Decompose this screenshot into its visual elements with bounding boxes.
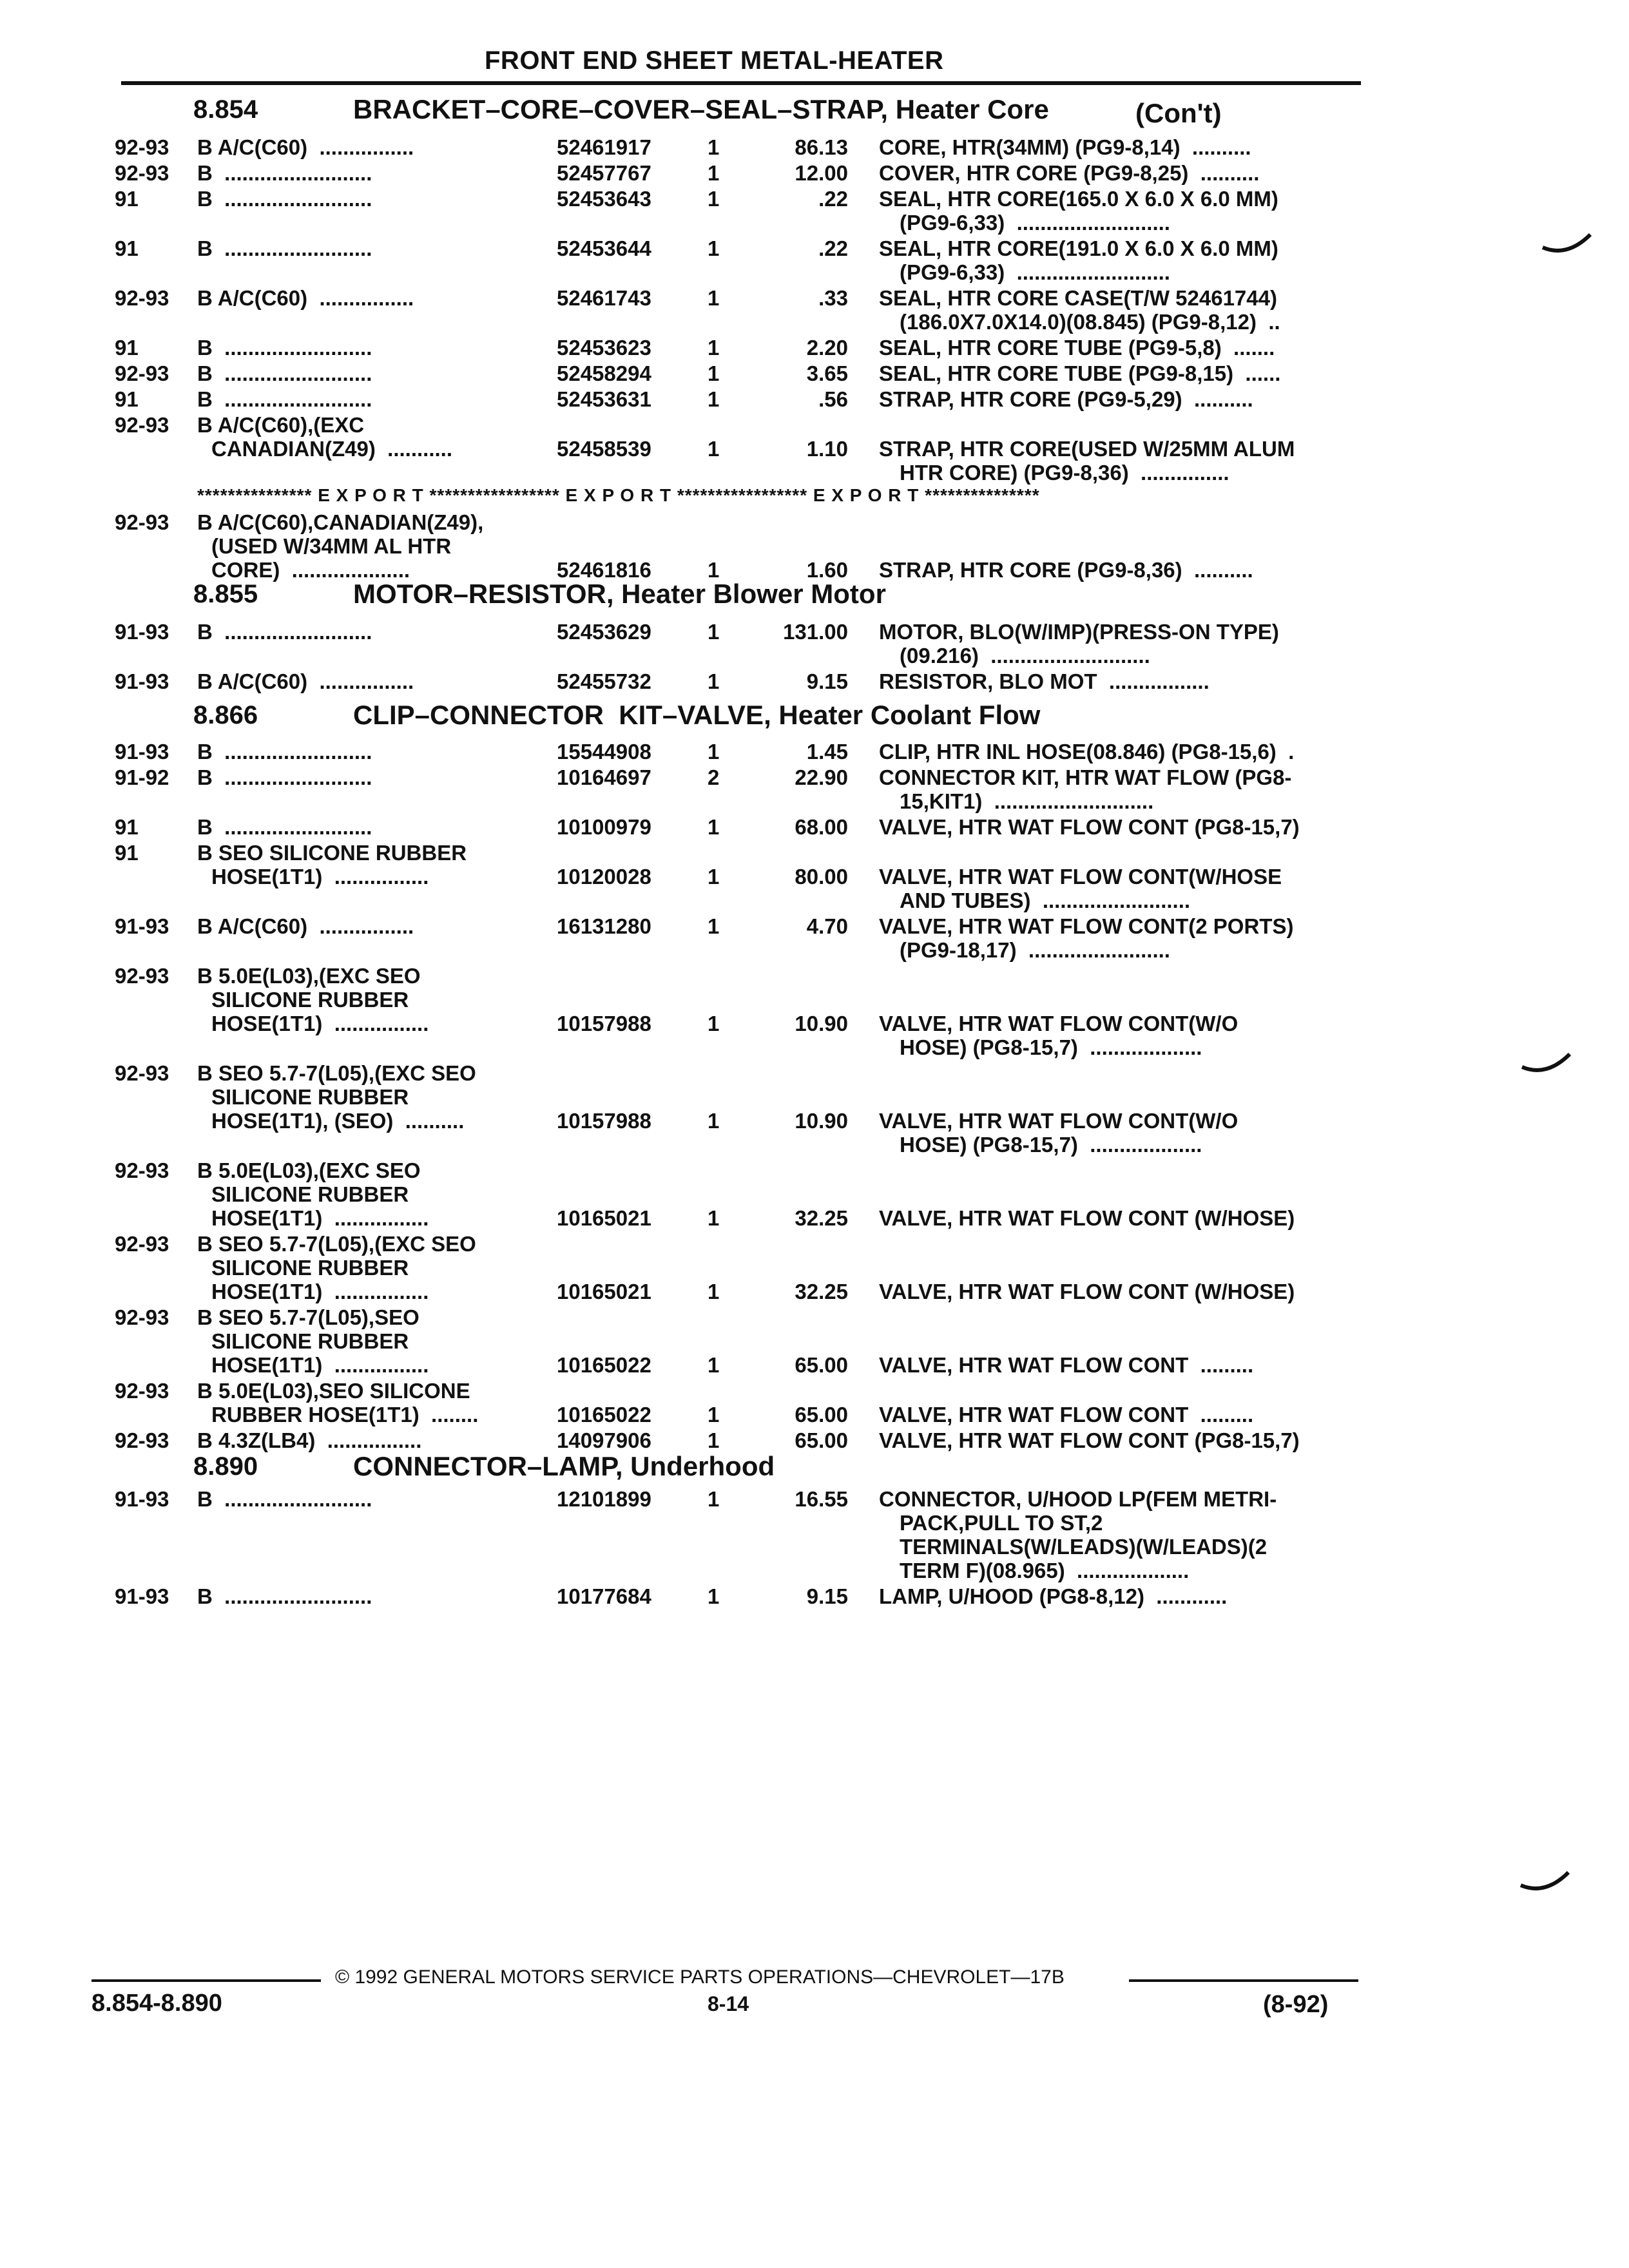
row-price: 2.20 (806, 336, 848, 360)
row-application: B 5.0E(L03),(EXC SEO (197, 1158, 421, 1182)
row-description: (186.0X7.0X14.0)(08.845) (PG9-8,12) .. (900, 310, 1280, 334)
row-years: 92-93 (115, 161, 169, 185)
row-application: B 5.0E(L03),SEO SILICONE (197, 1379, 470, 1403)
row-price: 10.90 (795, 1012, 848, 1035)
row-part-number: 52457767 (557, 161, 651, 185)
row-price: 32.25 (795, 1280, 848, 1303)
row-quantity: 1 (708, 135, 720, 159)
table-row (0, 841, 1629, 912)
row-part-number: 52453643 (557, 187, 651, 211)
footer-range: 8.854-8.890 (92, 1990, 222, 2017)
row-part-number: 52453629 (557, 620, 651, 644)
row-application: B ......................... (197, 740, 372, 764)
row-application: CANADIAN(Z49) ........... (211, 437, 453, 461)
table-row (0, 387, 1629, 411)
row-price: 65.00 (795, 1403, 848, 1427)
row-years: 91 (115, 187, 139, 211)
row-quantity: 1 (708, 669, 720, 693)
row-application: (USED W/34MM AL HTR (211, 534, 452, 558)
row-application: HOSE(1T1) ................ (211, 1206, 429, 1230)
row-years: 91 (115, 236, 139, 260)
row-quantity: 1 (708, 187, 720, 211)
scan-mark-2 (1521, 1050, 1572, 1076)
row-description: TERM F)(08.965) ................... (900, 1559, 1190, 1582)
footer-rule-left (92, 1979, 321, 1982)
row-part-number: 10120028 (557, 865, 651, 889)
row-description: SEAL, HTR CORE(165.0 X 6.0 X 6.0 MM) (879, 187, 1278, 211)
row-application: B SEO 5.7-7(L05),(EXC SEO (197, 1232, 476, 1256)
row-description: HOSE) (PG8-15,7) ................... (900, 1133, 1202, 1157)
row-description: COVER, HTR CORE (PG9-8,25) .......... (879, 161, 1260, 185)
table-row (0, 740, 1629, 764)
row-years: 92-93 (115, 1428, 169, 1452)
section-title: CONNECTOR–LAMP, Underhood (353, 1451, 775, 1481)
scan-mark-3 (1519, 1869, 1571, 1894)
table-row (0, 361, 1629, 385)
row-application: HOSE(1T1), (SEO) .......... (211, 1109, 465, 1133)
row-application: B ......................... (197, 1584, 372, 1608)
row-years: 92-93 (115, 964, 169, 988)
row-years: 92-93 (115, 1061, 169, 1085)
row-description: SEAL, HTR CORE TUBE (PG9-5,8) ....... (879, 336, 1275, 360)
row-application: B ......................... (197, 161, 372, 185)
row-description: SEAL, HTR CORE(191.0 X 6.0 X 6.0 MM) (879, 236, 1278, 260)
header-rule (121, 81, 1361, 85)
row-application: SILICONE RUBBER (211, 1085, 409, 1109)
row-quantity: 1 (708, 1584, 720, 1608)
row-quantity: 1 (708, 620, 720, 644)
row-price: 1.60 (806, 558, 848, 582)
row-years: 92-93 (115, 135, 169, 159)
row-description: VALVE, HTR WAT FLOW CONT ......... (879, 1353, 1254, 1377)
row-years: 91 (115, 387, 139, 411)
row-part-number: 10165021 (557, 1206, 651, 1230)
table-row (0, 620, 1629, 668)
row-application: HOSE(1T1) ................ (211, 1280, 429, 1303)
row-years: 91-93 (115, 914, 169, 938)
row-description: CORE, HTR(34MM) (PG9-8,14) .......... (879, 135, 1251, 159)
row-part-number: 15544908 (557, 740, 651, 764)
table-row (0, 286, 1629, 334)
row-description: LAMP, U/HOOD (PG8-8,12) ............ (879, 1584, 1228, 1608)
row-application: SILICONE RUBBER (211, 988, 409, 1012)
row-part-number: 52461816 (557, 558, 651, 582)
row-application: B SEO 5.7-7(L05),SEO (197, 1305, 419, 1329)
table-row (0, 161, 1629, 185)
row-quantity: 1 (708, 740, 720, 764)
row-part-number: 14097906 (557, 1428, 651, 1452)
row-description: HOSE) (PG8-15,7) ................... (900, 1035, 1202, 1059)
section-title: CLIP–CONNECTOR KIT–VALVE, Heater Coolant Flow (353, 700, 1041, 730)
row-description: VALVE, HTR WAT FLOW CONT (PG8-15,7) (879, 815, 1300, 839)
row-years: 91-93 (115, 1584, 169, 1608)
row-part-number: 10177684 (557, 1584, 651, 1608)
row-part-number: 52455732 (557, 669, 651, 693)
row-quantity: 1 (708, 387, 720, 411)
row-description: VALVE, HTR WAT FLOW CONT(W/O (879, 1012, 1239, 1035)
row-application: RUBBER HOSE(1T1) ........ (211, 1403, 479, 1427)
row-quantity: 1 (708, 161, 720, 185)
row-application: B ......................... (197, 236, 372, 260)
row-description: PACK,PULL TO ST,2 (900, 1511, 1103, 1535)
row-application: CORE) .................... (211, 558, 410, 582)
row-description: SEAL, HTR CORE CASE(T/W 52461744) (879, 286, 1277, 310)
section-number: 8.855 (193, 580, 258, 608)
row-years: 92-93 (115, 1158, 169, 1182)
row-price: 9.15 (806, 1584, 848, 1608)
section-number: 8.866 (193, 701, 258, 729)
row-part-number: 10157988 (557, 1012, 651, 1035)
footer-date-code: (8-92) (1263, 1991, 1329, 2018)
row-part-number: 52458539 (557, 437, 651, 461)
row-years: 92-93 (115, 1379, 169, 1403)
table-row (0, 1305, 1629, 1377)
row-part-number: 10165022 (557, 1353, 651, 1377)
row-application: B ......................... (197, 765, 372, 789)
row-application: B ......................... (197, 387, 372, 411)
row-description: SEAL, HTR CORE TUBE (PG9-8,15) ...... (879, 361, 1281, 385)
row-price: 131.00 (783, 620, 848, 644)
row-years: 92-93 (115, 413, 169, 437)
table-row (0, 336, 1629, 360)
row-years: 91 (115, 336, 139, 360)
row-price: 10.90 (795, 1109, 848, 1133)
row-description: CONNECTOR KIT, HTR WAT FLOW (PG8- (879, 765, 1292, 789)
row-price: 12.00 (795, 161, 848, 185)
row-years: 91-93 (115, 1487, 169, 1511)
row-price: 80.00 (795, 865, 848, 889)
row-price: 86.13 (795, 135, 848, 159)
row-price: 1.45 (806, 740, 848, 764)
row-application: B SEO 5.7-7(L05),(EXC SEO (197, 1061, 476, 1085)
row-description: CONNECTOR, U/HOOD LP(FEM METRI- (879, 1487, 1277, 1511)
row-description: CLIP, HTR INL HOSE(08.846) (PG8-15,6) . (879, 740, 1295, 764)
row-quantity: 1 (708, 437, 720, 461)
table-row (0, 964, 1629, 1059)
row-description: VALVE, HTR WAT FLOW CONT ......... (879, 1403, 1254, 1427)
row-description: STRAP, HTR CORE (PG9-5,29) .......... (879, 387, 1253, 411)
row-price: 32.25 (795, 1206, 848, 1230)
row-description: VALVE, HTR WAT FLOW CONT(2 PORTS) (879, 914, 1294, 938)
row-description: RESISTOR, BLO MOT ................. (879, 669, 1210, 693)
row-years: 91-92 (115, 765, 169, 789)
row-quantity: 1 (708, 1403, 720, 1427)
section-continued: (Con't) (1135, 98, 1222, 128)
row-description: (PG9-6,33) .......................... (900, 211, 1170, 235)
table-row (0, 1584, 1629, 1608)
row-quantity: 1 (708, 1109, 720, 1133)
table-row (0, 914, 1629, 962)
row-application: B ......................... (197, 1487, 372, 1511)
row-description: VALVE, HTR WAT FLOW CONT (W/HOSE) (879, 1206, 1295, 1230)
row-description: VALVE, HTR WAT FLOW CONT(W/O (879, 1109, 1239, 1133)
table-row (0, 1232, 1629, 1303)
row-quantity: 1 (708, 815, 720, 839)
row-description: VALVE, HTR WAT FLOW CONT(W/HOSE (879, 865, 1282, 889)
row-part-number: 52453631 (557, 387, 651, 411)
footer-page-number: 8-14 (708, 1992, 749, 2015)
row-description: VALVE, HTR WAT FLOW CONT (W/HOSE) (879, 1280, 1295, 1303)
row-price: 65.00 (795, 1428, 848, 1452)
row-quantity: 1 (708, 286, 720, 310)
row-description: MOTOR, BLO(W/IMP)(PRESS-ON TYPE) (879, 620, 1279, 644)
row-price: 4.70 (806, 914, 848, 938)
row-price: 1.10 (806, 437, 848, 461)
table-row (0, 669, 1629, 693)
row-description: VALVE, HTR WAT FLOW CONT (PG8-15,7) (879, 1428, 1300, 1452)
row-price: 68.00 (795, 815, 848, 839)
row-application: SILICONE RUBBER (211, 1182, 409, 1206)
row-application: B A/C(C60),CANADIAN(Z49), (197, 510, 484, 534)
table-row (0, 187, 1629, 235)
row-application: B 5.0E(L03),(EXC SEO (197, 964, 421, 988)
row-part-number: 12101899 (557, 1487, 651, 1511)
row-description: AND TUBES) ......................... (900, 889, 1191, 912)
table-row (0, 815, 1629, 839)
row-application: B ......................... (197, 336, 372, 360)
row-price: 3.65 (806, 361, 848, 385)
row-application: B A/C(C60),(EXC (197, 413, 365, 437)
row-application: B A/C(C60) ................ (197, 135, 414, 159)
section-title: BRACKET–CORE–COVER–SEAL–STRAP, Heater Core (353, 94, 1049, 124)
row-years: 92-93 (115, 510, 169, 534)
row-application: HOSE(1T1) ................ (211, 1012, 429, 1035)
table-row (0, 510, 1629, 582)
row-part-number: 52453644 (557, 236, 651, 260)
row-application: B A/C(C60) ................ (197, 669, 414, 693)
row-quantity: 1 (708, 1206, 720, 1230)
row-price: 65.00 (795, 1353, 848, 1377)
section-number: 8.890 (193, 1452, 258, 1481)
row-quantity: 1 (708, 1280, 720, 1303)
row-description: STRAP, HTR CORE (PG9-8,36) .......... (879, 558, 1253, 582)
row-application: B ......................... (197, 620, 372, 644)
table-row (0, 1428, 1629, 1452)
row-application: B SEO SILICONE RUBBER (197, 841, 467, 865)
table-row (0, 135, 1629, 159)
row-application: HOSE(1T1) ................ (211, 865, 429, 889)
row-years: 92-93 (115, 361, 169, 385)
row-price: 9.15 (806, 669, 848, 693)
row-part-number: 52461917 (557, 135, 651, 159)
row-quantity: 1 (708, 865, 720, 889)
table-row (0, 413, 1629, 485)
row-description: STRAP, HTR CORE(USED W/25MM ALUM (879, 437, 1295, 461)
row-part-number: 16131280 (557, 914, 651, 938)
row-quantity: 2 (708, 765, 720, 789)
row-part-number: 10100979 (557, 815, 651, 839)
row-application: HOSE(1T1) ................ (211, 1353, 429, 1377)
section-title: MOTOR–RESISTOR, Heater Blower Motor (353, 579, 886, 609)
row-years: 92-93 (115, 286, 169, 310)
row-years: 91 (115, 841, 139, 865)
row-quantity: 1 (708, 236, 720, 260)
row-description: HTR CORE) (PG9-8,36) ............... (900, 461, 1229, 485)
row-price: .56 (818, 387, 848, 411)
row-quantity: 1 (708, 336, 720, 360)
row-years: 92-93 (115, 1305, 169, 1329)
row-price: .22 (818, 236, 848, 260)
table-row (0, 765, 1629, 813)
export-banner: *************** E X P O R T ***************** E X P O R T ***************** E X P O R T *************** (197, 485, 1040, 505)
row-application: SILICONE RUBBER (211, 1256, 409, 1280)
row-years: 92-93 (115, 1232, 169, 1256)
row-years: 91-93 (115, 740, 169, 764)
page-header: FRONT END SHEET METAL-HEATER (485, 46, 944, 75)
row-application: B ......................... (197, 815, 372, 839)
scan-mark-1 (1541, 231, 1593, 256)
row-quantity: 1 (708, 1353, 720, 1377)
row-quantity: 1 (708, 361, 720, 385)
row-years: 91-93 (115, 620, 169, 644)
row-description: (09.216) ........................... (900, 644, 1150, 668)
row-part-number: 52461743 (557, 286, 651, 310)
row-description: (PG9-18,17) ........................ (900, 938, 1170, 962)
row-description: 15,KIT1) ........................... (900, 789, 1154, 813)
row-years: 91 (115, 815, 139, 839)
table-row (0, 1379, 1629, 1427)
row-description: TERMINALS(W/LEADS)(W/LEADS)(2 (900, 1535, 1268, 1559)
row-years: 91-93 (115, 669, 169, 693)
row-quantity: 1 (708, 1487, 720, 1511)
row-part-number: 10164697 (557, 765, 651, 789)
row-quantity: 1 (708, 558, 720, 582)
row-part-number: 10165021 (557, 1280, 651, 1303)
row-description: (PG9-6,33) .......................... (900, 260, 1170, 284)
row-price: 16.55 (795, 1487, 848, 1511)
row-application: B A/C(C60) ................ (197, 914, 414, 938)
row-application: B A/C(C60) ................ (197, 286, 414, 310)
footer-rule-right (1129, 1979, 1358, 1982)
table-row (0, 1061, 1629, 1157)
row-quantity: 1 (708, 914, 720, 938)
row-application: SILICONE RUBBER (211, 1329, 409, 1353)
row-application: B ......................... (197, 187, 372, 211)
row-quantity: 1 (708, 1428, 720, 1452)
row-application: B ......................... (197, 361, 372, 385)
row-part-number: 10165022 (557, 1403, 651, 1427)
row-part-number: 10157988 (557, 1109, 651, 1133)
row-price: .22 (818, 187, 848, 211)
section-number: 8.854 (193, 95, 258, 124)
table-row (0, 236, 1629, 284)
row-quantity: 1 (708, 1012, 720, 1035)
table-row (0, 1487, 1629, 1582)
row-part-number: 52458294 (557, 361, 651, 385)
row-price: 22.90 (795, 765, 848, 789)
row-price: .33 (818, 286, 848, 310)
row-application: B 4.3Z(LB4) ................ (197, 1428, 422, 1452)
table-row (0, 1158, 1629, 1230)
row-part-number: 52453623 (557, 336, 651, 360)
footer-copyright: © 1992 GENERAL MOTORS SERVICE PARTS OPERATIONS—CHEVROLET—17B (335, 1966, 1065, 1988)
